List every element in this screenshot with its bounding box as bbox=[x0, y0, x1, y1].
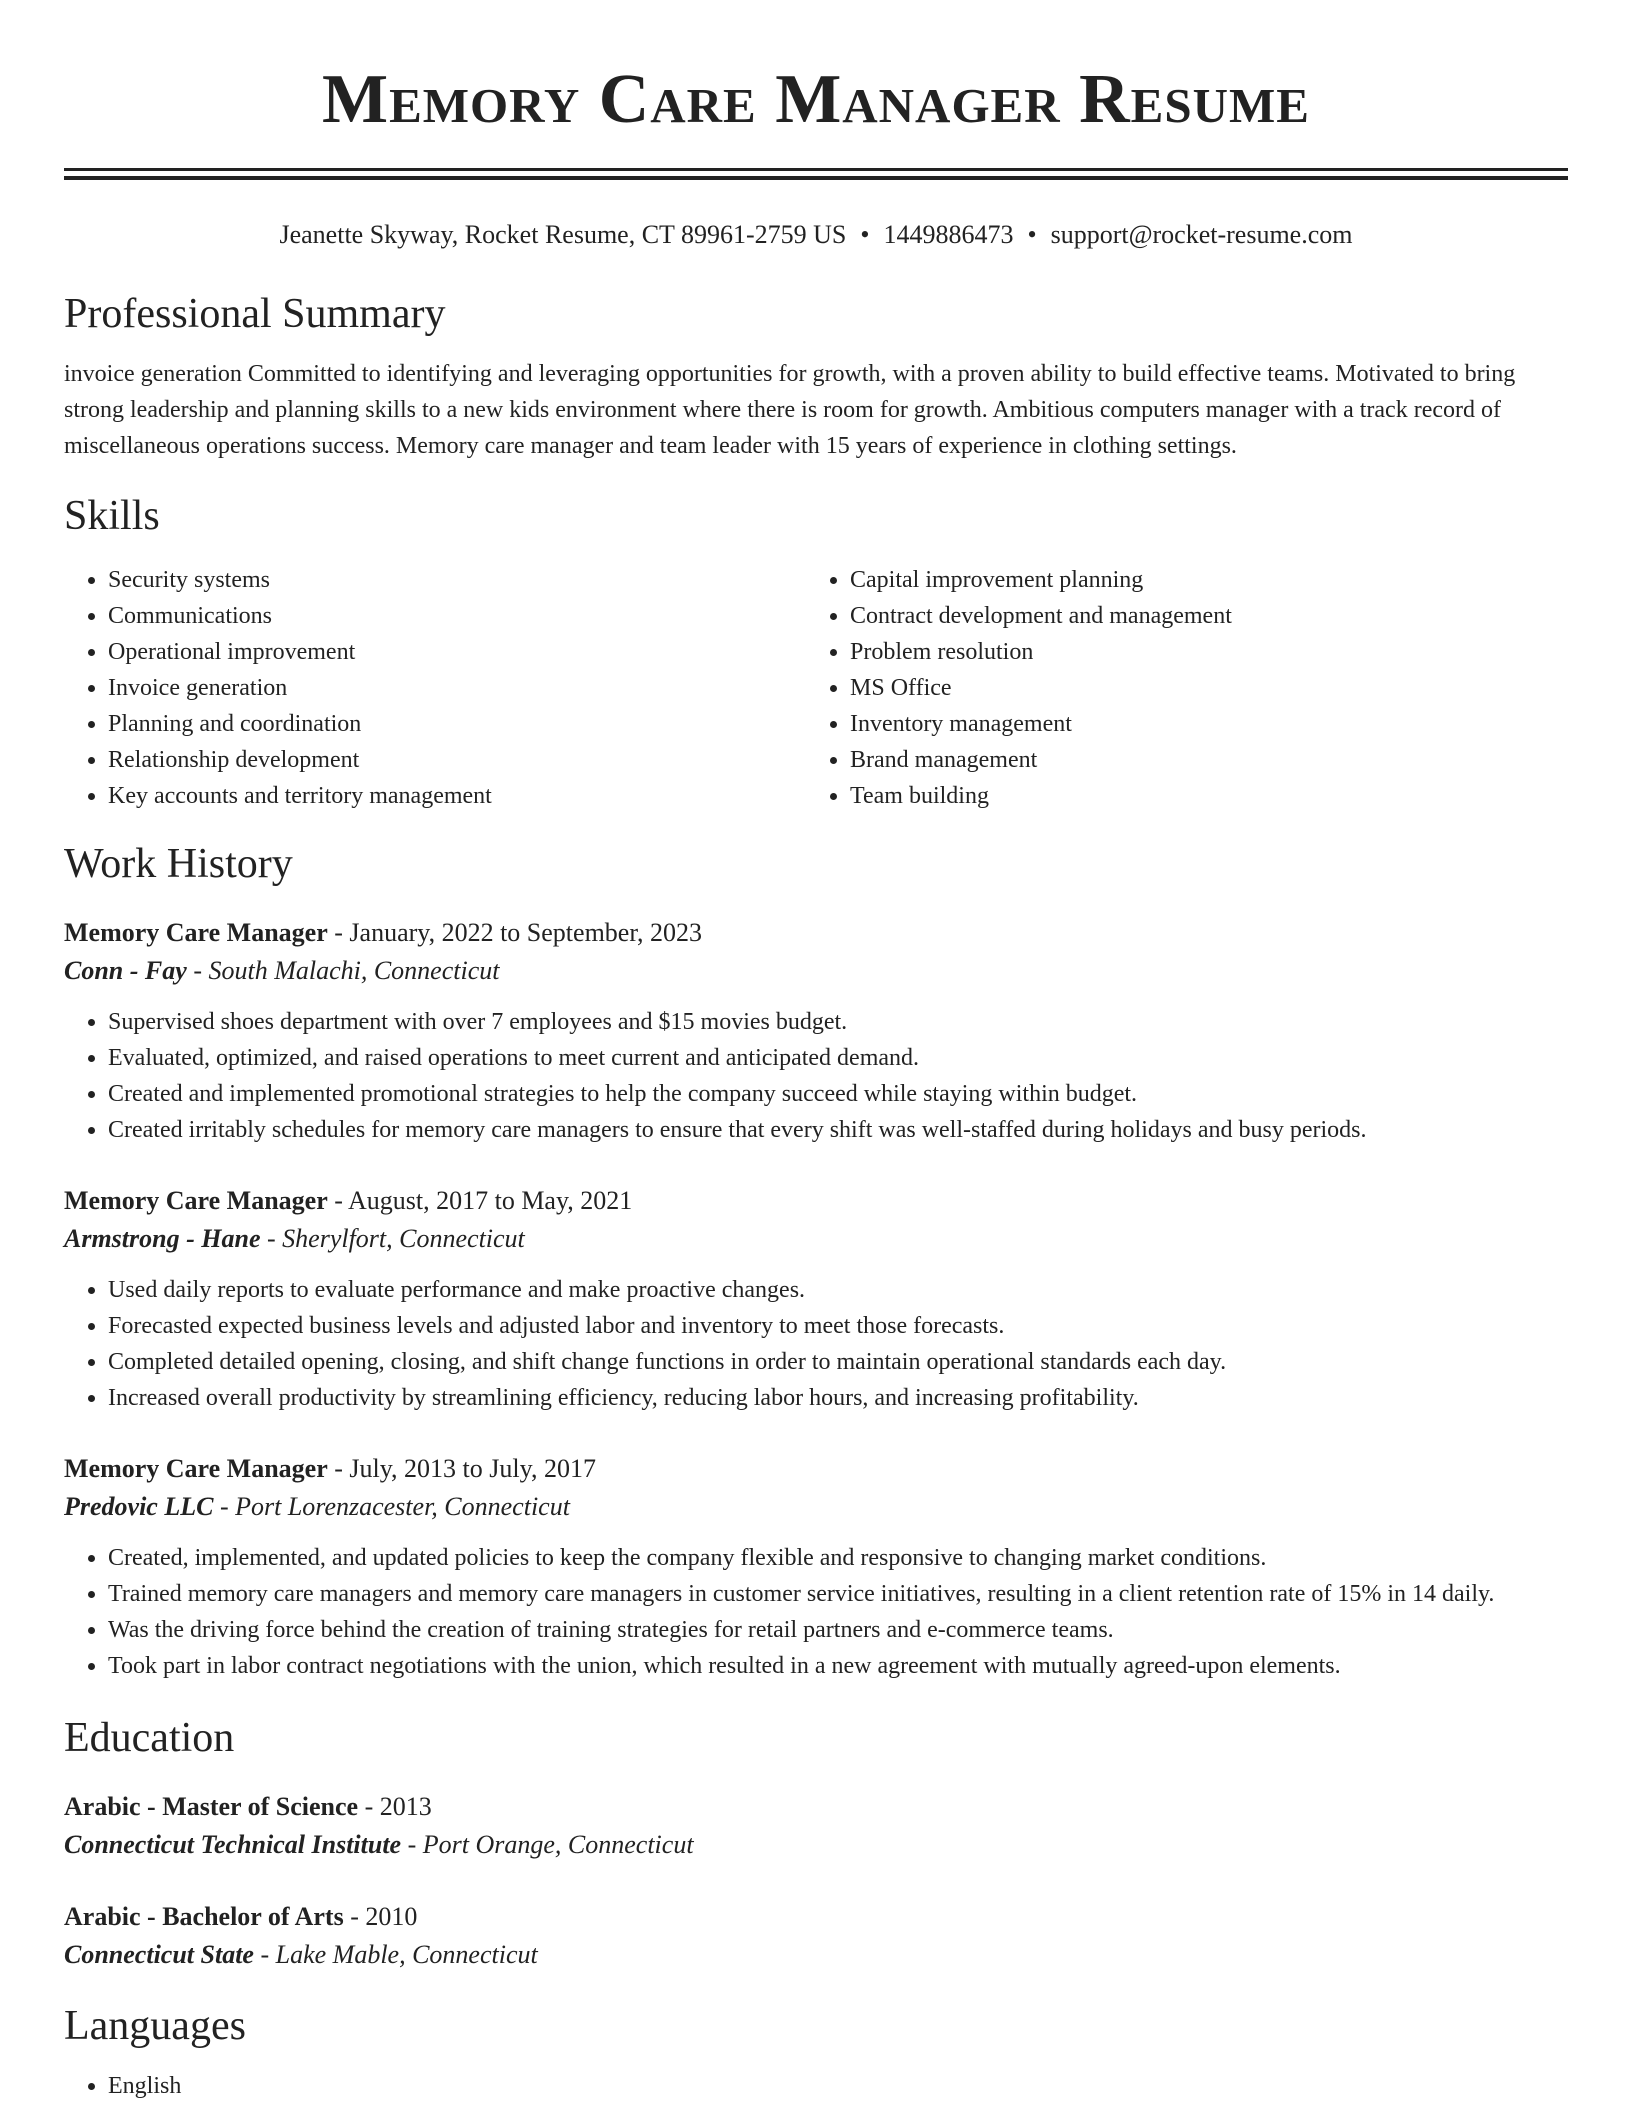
job-dates: - August, 2017 to May, 2021 bbox=[327, 1186, 633, 1215]
languages-heading: Languages bbox=[64, 2003, 246, 2049]
skill-item: • Brand management bbox=[850, 742, 1548, 778]
job-dates: - July, 2013 to July, 2017 bbox=[327, 1454, 596, 1483]
job-bullet: • Completed detailed opening, closing, and shift change functions in order to maintain operational standards each day. bbox=[108, 1344, 1568, 1380]
job-company: Predovic LLC bbox=[64, 1492, 214, 1521]
job-bullet: • Created irritably schedules for memory care managers to ensure that every shift was well-staffed during holidays and busy periods. bbox=[108, 1112, 1568, 1148]
job-bullet: • Created and implemented promotional strategies to help the company succeed while staying within budget. bbox=[108, 1076, 1568, 1112]
summary-heading: Professional Summary bbox=[64, 291, 446, 337]
degree: Arabic - Bachelor of Arts bbox=[64, 1902, 344, 1931]
job-title-line bbox=[64, 1182, 1568, 1220]
job-bullets bbox=[64, 1004, 1568, 1148]
job-company: Conn - Fay bbox=[64, 956, 187, 985]
page-title: Memory Care Manager Resume bbox=[322, 61, 1310, 138]
degree-line bbox=[64, 1788, 1568, 1826]
education-entry bbox=[64, 1898, 1568, 1974]
job-bullet: • Evaluated, optimized, and raised operations to meet current and anticipated demand. bbox=[108, 1040, 1568, 1076]
contact-phone: 1449886473 bbox=[883, 220, 1014, 249]
languages-list bbox=[64, 2068, 1568, 2104]
skill-item: • Key accounts and territory management bbox=[108, 778, 806, 814]
skills-heading: Skills bbox=[64, 493, 160, 539]
skill-item: • Communications bbox=[108, 598, 806, 634]
job-title-line bbox=[64, 914, 1568, 952]
job-bullets bbox=[64, 1540, 1568, 1684]
job-entry bbox=[64, 1182, 1568, 1416]
job-entry bbox=[64, 1450, 1568, 1684]
skill-item: • Capital improvement planning bbox=[850, 562, 1548, 598]
school-location: - Port Orange, Connecticut bbox=[401, 1830, 694, 1859]
contact-separator: • bbox=[860, 220, 870, 249]
skill-item: • Security systems bbox=[108, 562, 806, 598]
job-location: - Port Lorenzacester, Connecticut bbox=[213, 1492, 570, 1521]
job-entry bbox=[64, 914, 1568, 1148]
skills-list-right bbox=[806, 562, 1548, 814]
work-history-heading: Work History bbox=[64, 841, 293, 887]
job-bullet: • Forecasted expected business levels and adjusted labor and inventory to meet those forecasts. bbox=[108, 1308, 1568, 1344]
skill-item: • Planning and coordination bbox=[108, 706, 806, 742]
school-line bbox=[64, 1826, 1568, 1864]
language-item: • English bbox=[108, 2068, 1568, 2104]
degree-year: - 2013 bbox=[358, 1792, 432, 1821]
job-title: Memory Care Manager bbox=[64, 1186, 328, 1215]
degree-year: - 2010 bbox=[343, 1902, 418, 1931]
job-company-line bbox=[64, 952, 1568, 990]
degree-line bbox=[64, 1898, 1568, 1936]
skill-item: • Operational improvement bbox=[108, 634, 806, 670]
job-bullet: • Increased overall productivity by streamlining efficiency, reducing labor hours, and increasing profitability. bbox=[108, 1380, 1568, 1416]
skill-item: • Inventory management bbox=[850, 706, 1548, 742]
job-bullet: • Was the driving force behind the creation of training strategies for retail partners and e-commerce teams. bbox=[108, 1612, 1568, 1648]
skill-item: • Relationship development bbox=[108, 742, 806, 778]
job-company-line bbox=[64, 1220, 1568, 1258]
skills-list-left bbox=[64, 562, 806, 814]
school: Connecticut Technical Institute bbox=[64, 1830, 402, 1859]
skill-item: • MS Office bbox=[850, 670, 1548, 706]
school-location: - Lake Mable, Connecticut bbox=[253, 1940, 538, 1969]
contact-address: Jeanette Skyway, Rocket Resume, CT 89961-2759 US bbox=[279, 220, 847, 249]
job-location: - South Malachi, Connecticut bbox=[186, 956, 500, 985]
job-bullet: • Created, implemented, and updated policies to keep the company flexible and responsive to changing market conditions. bbox=[108, 1540, 1568, 1576]
job-bullet: • Took part in labor contract negotiations with the union, which resulted in a new agreement with mutually agreed-upon elements. bbox=[108, 1648, 1568, 1684]
education-entry bbox=[64, 1788, 1568, 1864]
job-title: Memory Care Manager bbox=[64, 1454, 328, 1483]
job-bullet: • Trained memory care managers and memory care managers in customer service initiatives, resulting in a client retention rate of 15% in 14 daily. bbox=[108, 1576, 1568, 1612]
job-company: Armstrong - Hane bbox=[64, 1224, 261, 1253]
degree: Arabic - Master of Science bbox=[64, 1792, 359, 1821]
contact-separator: • bbox=[1027, 220, 1037, 249]
job-title-line bbox=[64, 1450, 1568, 1488]
job-location: - Sherylfort, Connecticut bbox=[260, 1224, 525, 1253]
skill-item: • Invoice generation bbox=[108, 670, 806, 706]
school-line bbox=[64, 1936, 1568, 1974]
skill-item: • Team building bbox=[850, 778, 1548, 814]
contact-line bbox=[64, 218, 1568, 252]
school: Connecticut State bbox=[64, 1940, 254, 1969]
contact-email: support@rocket-resume.com bbox=[1050, 220, 1353, 249]
skill-item: • Problem resolution bbox=[850, 634, 1548, 670]
skills-columns bbox=[64, 562, 1568, 814]
job-bullet: • Used daily reports to evaluate performance and make proactive changes. bbox=[108, 1272, 1568, 1308]
job-title: Memory Care Manager bbox=[64, 918, 328, 947]
job-company-line bbox=[64, 1488, 1568, 1526]
skill-item: • Contract development and management bbox=[850, 598, 1548, 634]
education-heading: Education bbox=[64, 1715, 235, 1761]
title-rule-top bbox=[64, 168, 1568, 171]
title-rule-bottom bbox=[64, 176, 1568, 180]
summary-text: invoice generation Committed to identifying and leveraging opportunities for growth, with a proven ability to build effective teams. Motivated to bring strong leadership and planning skills to a new kids environment where there is room for growth. Ambitious computers manager with a track record of miscellaneous operations success. Memory care manager and team leader with 15 years of experience in clothing settings. bbox=[64, 361, 1516, 459]
job-bullets bbox=[64, 1272, 1568, 1416]
job-dates: - January, 2022 to September, 2023 bbox=[327, 918, 702, 947]
job-bullet: • Supervised shoes department with over 7 employees and $15 movies budget. bbox=[108, 1004, 1568, 1040]
